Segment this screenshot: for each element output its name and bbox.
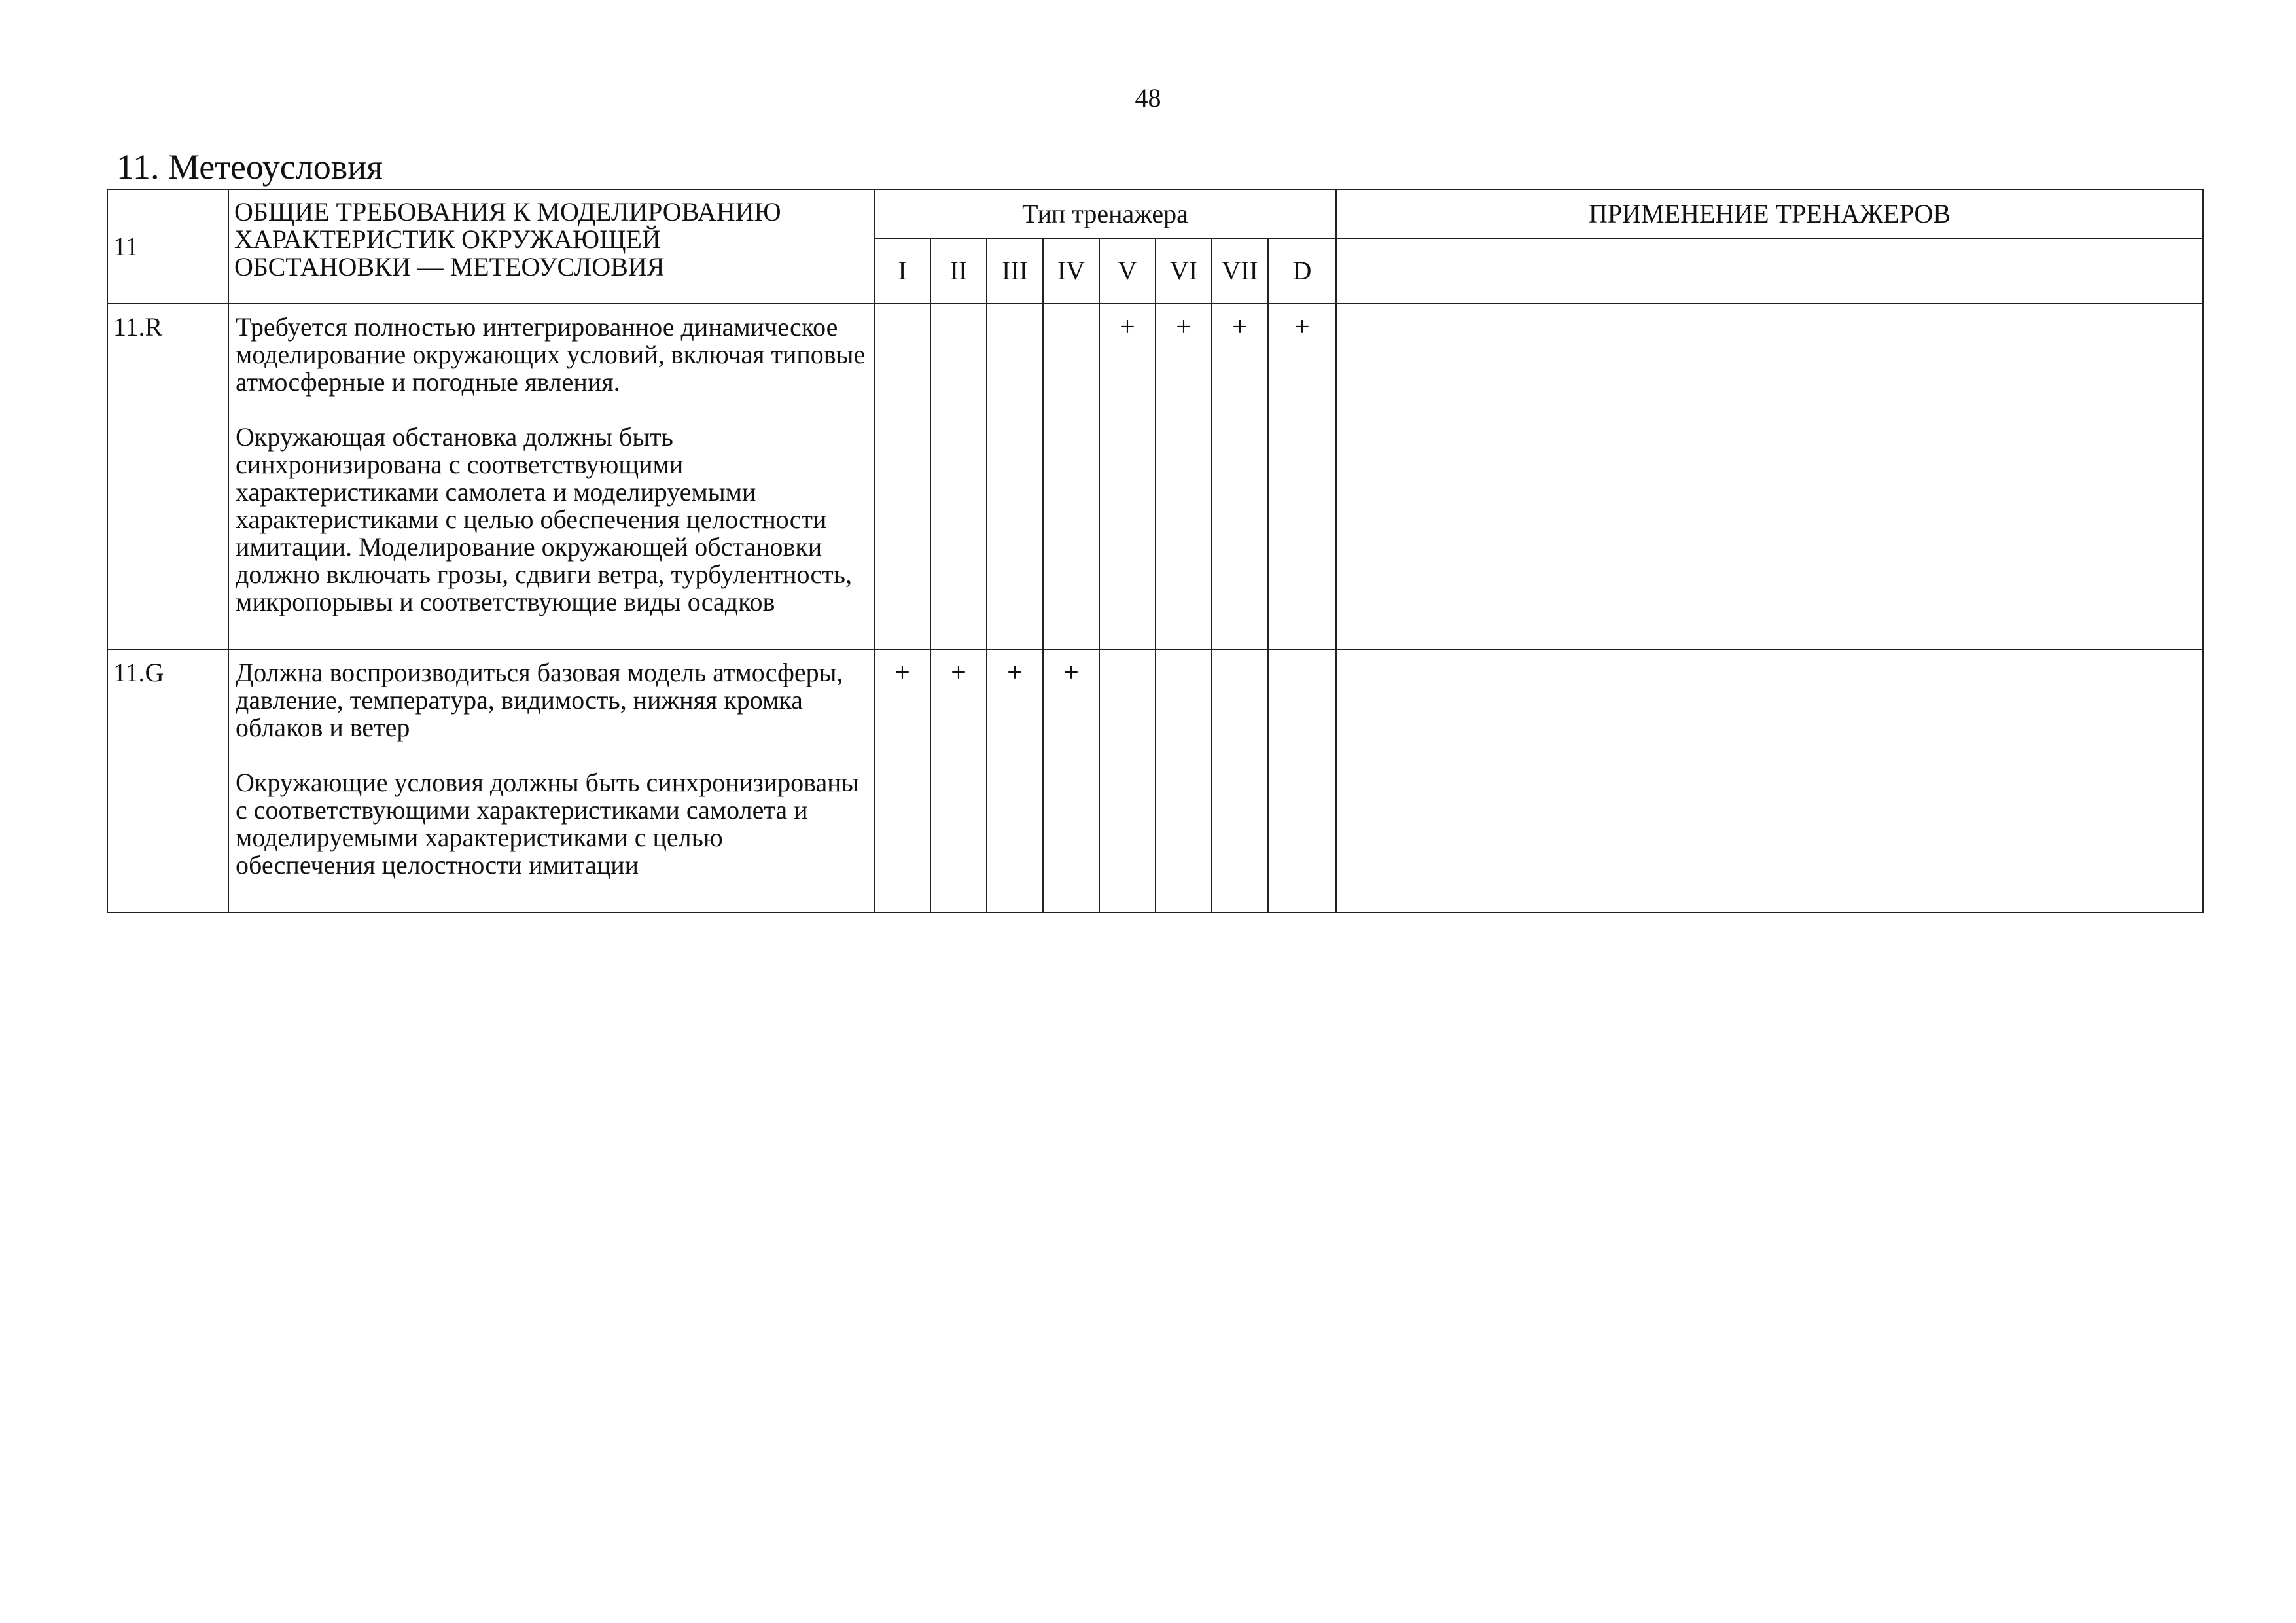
type-header-cell: V xyxy=(1099,238,1156,304)
header-title-line: ХАРАКТЕРИСТИК ОКРУЖАЮЩЕЙ xyxy=(234,224,661,254)
type-header-cell: IV xyxy=(1043,238,1099,304)
header-title-line: ОБСТАНОВКИ — МЕТЕОУСЛОВИЯ xyxy=(234,252,665,281)
type-mark-cell xyxy=(1156,649,1212,912)
type-header-cell: D xyxy=(1268,238,1336,304)
header-simulator-type: Тип тренажера xyxy=(874,190,1336,238)
type-mark-cell: + xyxy=(1043,649,1099,912)
type-mark-cell xyxy=(1268,649,1336,912)
type-header-cell: VI xyxy=(1156,238,1212,304)
page-number: 48 xyxy=(1135,83,1161,113)
requirement-text xyxy=(228,649,874,912)
type-mark-cell xyxy=(930,304,987,649)
type-mark-cell: + xyxy=(1099,304,1156,649)
application-subheader-cell xyxy=(1336,238,2203,304)
header-title-line: ОБЩИЕ ТРЕБОВАНИЯ К МОДЕЛИРОВАНИЮ xyxy=(234,197,781,226)
requirement-paragraph: Должна воспроизводиться базовая модель атмосферы, давление, температура, видимость, нижняя кромка облаков и ветер xyxy=(236,658,843,742)
type-header-cell: I xyxy=(874,238,930,304)
requirement-paragraph: Окружающая обстановка должны быть синхронизирована с соответствующими характеристиками самолета и моделируемыми характеристиками с целью обеспечения целостности имитации. Моделирование окружающей обстановки должно включать грозы, сдвиги ветра, турбулентность, микропорывы и соответствующие виды осадков xyxy=(236,422,852,616)
type-mark-cell: + xyxy=(1268,304,1336,649)
type-header-cell: II xyxy=(930,238,987,304)
type-header-cell: III xyxy=(987,238,1043,304)
type-mark-cell: + xyxy=(987,649,1043,912)
type-mark-cell: + xyxy=(1212,304,1268,649)
table-row xyxy=(107,649,2203,912)
type-mark-cell: + xyxy=(874,649,930,912)
header-application: ПРИМЕНЕНИЕ ТРЕНАЖЕРОВ xyxy=(1336,190,2203,238)
table-row xyxy=(107,304,2203,649)
type-header-cell: VII xyxy=(1212,238,1268,304)
header-requirements-title xyxy=(228,190,874,304)
type-mark-cell xyxy=(1043,304,1099,649)
section-title: 11. Метеоусловия xyxy=(116,147,383,187)
requirement-paragraph: Окружающие условия должны быть синхронизированы с соответствующими характеристиками самолета и моделируемыми характеристиками с целью обеспечения целостности имитации xyxy=(236,768,859,880)
header-section-number: 11 xyxy=(107,190,228,304)
requirements-table xyxy=(107,189,2204,913)
type-mark-cell xyxy=(1212,649,1268,912)
requirement-id: 11.G xyxy=(107,649,228,912)
requirement-paragraph: Требуется полностью интегрированное динамическое моделирование окружающих условий, включая типовые атмосферные и погодные явления. xyxy=(236,312,866,397)
requirement-id: 11.R xyxy=(107,304,228,649)
type-mark-cell: + xyxy=(1156,304,1212,649)
type-mark-cell xyxy=(874,304,930,649)
application-cell xyxy=(1336,649,2203,912)
type-mark-cell xyxy=(1099,649,1156,912)
type-mark-cell: + xyxy=(930,649,987,912)
table-header-row xyxy=(107,190,2203,238)
application-cell xyxy=(1336,304,2203,649)
requirement-text xyxy=(228,304,874,649)
type-mark-cell xyxy=(987,304,1043,649)
